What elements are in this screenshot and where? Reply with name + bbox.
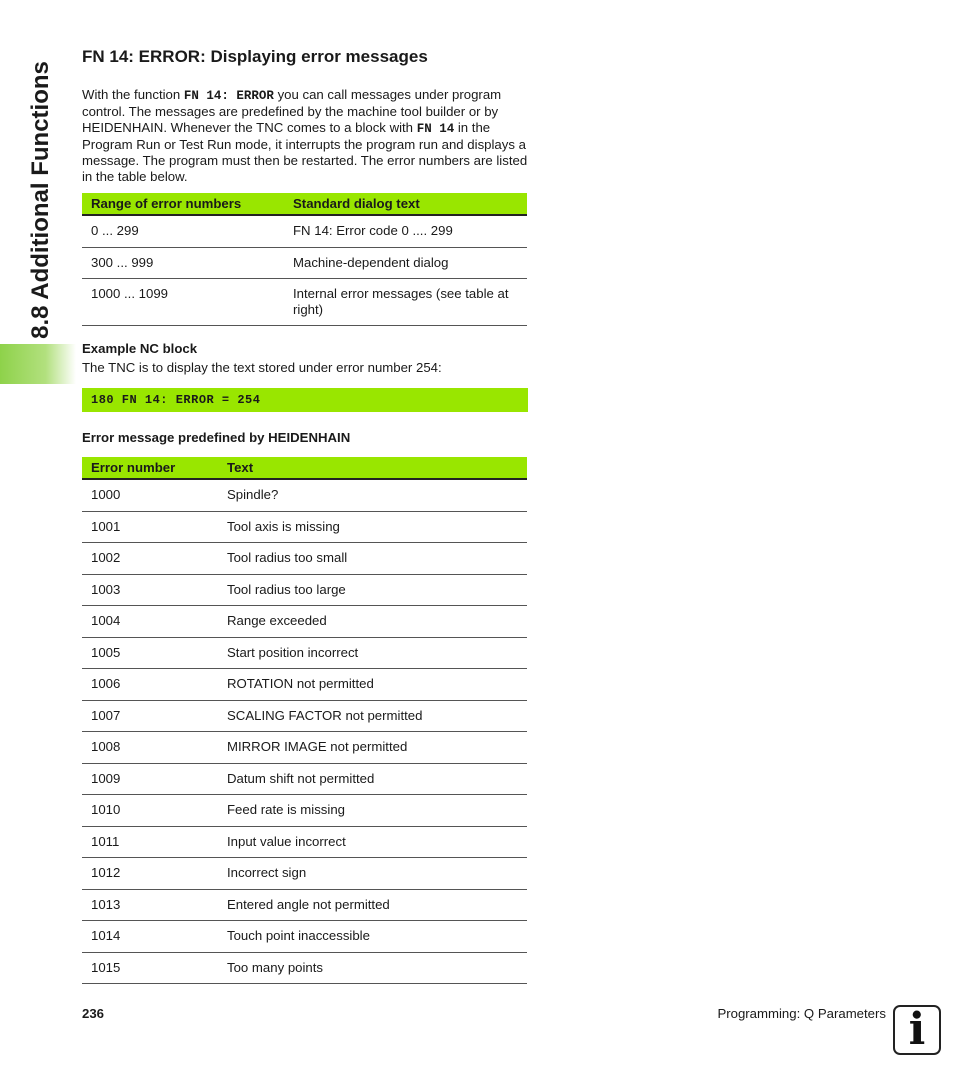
error-number-cell: 1011 [82,826,218,858]
inline-code-fn14-error: FN 14: ERROR [183,89,274,103]
error-text-cell: Too many points [218,952,527,984]
table-header-row [82,457,527,479]
example-heading: Example NC block [82,341,198,356]
dialog-text-cell: FN 14: Error code 0 .... 299 [284,215,527,247]
error-text-cell: Touch point inaccessible [218,921,527,953]
footer-chapter-title: Programming: Q Parameters [717,1006,886,1021]
error-text-cell: MIRROR IMAGE not permitted [218,732,527,764]
table-row [82,889,527,921]
error-number-cell: 1008 [82,732,218,764]
table-row [82,543,527,575]
error-number-cell: 1000 [82,479,218,511]
dialog-text-cell: Internal error messages (see table at right) [284,279,527,326]
table-row [82,279,527,326]
range-table [82,193,527,326]
error-number-cell: 1003 [82,574,218,606]
error-text-cell: Tool axis is missing [218,511,527,543]
error-text-cell: ROTATION not permitted [218,669,527,701]
error-text-cell: Datum shift not permitted [218,763,527,795]
error-number-cell: 1006 [82,669,218,701]
table-row [82,826,527,858]
error-text-cell: Tool radius too small [218,543,527,575]
error-number-cell: 1012 [82,858,218,890]
table-row [82,763,527,795]
range-cell: 300 ... 999 [82,247,284,279]
table-row [82,795,527,827]
range-cell: 0 ... 299 [82,215,284,247]
error-text-cell: Input value incorrect [218,826,527,858]
error-number-cell: 1005 [82,637,218,669]
error-number-cell: 1004 [82,606,218,638]
table-row [82,858,527,890]
error-number-cell: 1013 [82,889,218,921]
error-section-heading: Error message predefined by HEIDENHAIN [82,430,351,445]
error-text-cell: Range exceeded [218,606,527,638]
info-icon: i [893,1005,941,1055]
error-table [82,457,527,984]
error-number-cell: 1014 [82,921,218,953]
example-text: The TNC is to display the text stored under error number 254: [82,360,442,375]
table-row [82,511,527,543]
column-header: Range of error numbers [82,193,284,215]
page-number: 236 [82,1006,105,1021]
section-title-text: 8.8 Additional Functions [27,61,54,339]
section-tab-marker [0,344,76,384]
table-row [82,952,527,984]
error-number-cell: 1009 [82,763,218,795]
error-number-cell: 1007 [82,700,218,732]
table-row [82,247,527,279]
table-row [82,637,527,669]
error-number-cell: 1015 [82,952,218,984]
table-row [82,669,527,701]
table-header-row [82,193,527,215]
table-row [82,700,527,732]
table-row [82,215,527,247]
dialog-text-cell: Machine-dependent dialog [284,247,527,279]
error-number-cell: 1010 [82,795,218,827]
error-text-cell: Incorrect sign [218,858,527,890]
code-line: 180 FN 14: ERROR = 254 [91,393,261,407]
table-row [82,606,527,638]
error-text-cell: Start position incorrect [218,637,527,669]
code-block [82,388,528,412]
table-row [82,574,527,606]
section-title-vertical [16,40,66,360]
column-header: Error number [82,457,218,479]
range-cell: 1000 ... 1099 [82,279,284,326]
column-header: Text [218,457,527,479]
error-text-cell: Tool radius too large [218,574,527,606]
error-number-cell: 1001 [82,511,218,543]
table-row [82,732,527,764]
error-text-cell: Spindle? [218,479,527,511]
inline-code-fn14: FN 14 [416,122,455,136]
table-row [82,479,527,511]
error-text-cell: Feed rate is missing [218,795,527,827]
error-text-cell: Entered angle not permitted [218,889,527,921]
table-row [82,921,527,953]
error-number-cell: 1002 [82,543,218,575]
error-text-cell: SCALING FACTOR not permitted [218,700,527,732]
column-header: Standard dialog text [284,193,527,215]
page-heading: FN 14: ERROR: Displaying error messages [82,47,428,66]
intro-paragraph: With the function FN 14: ERROR you can call messages under program control. The messages are predefined by the machine tool builder or by HEIDENHAIN. Whenever the TNC comes to a block with FN 14 in the Program Run or Test Run mode, it interrupts the program run and displays a message. The program must then be restarted. The error numbers are listed in the table below. [82,87,528,184]
